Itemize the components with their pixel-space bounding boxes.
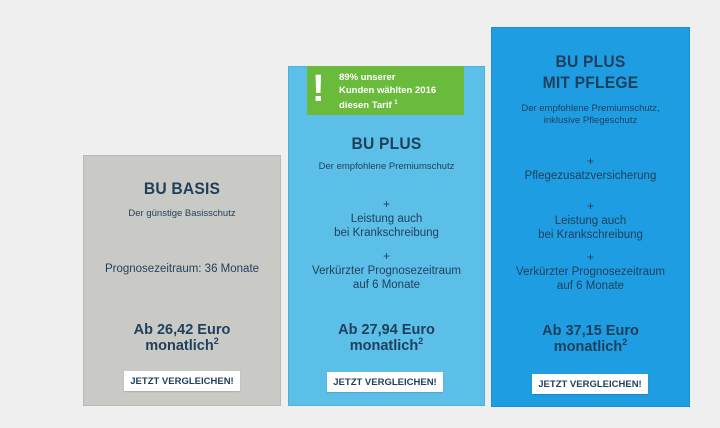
- plan-price: [289, 322, 484, 354]
- feature-line: bei Krankschreibung: [538, 229, 643, 241]
- price-period: [84, 338, 280, 354]
- plan-price: [492, 323, 689, 355]
- plan-card-bu-plus-pflege: [491, 27, 690, 407]
- plan-title: [84, 178, 280, 199]
- compare-button-bu-basis[interactable]: JETZT VERGLEICHEN!: [124, 371, 240, 391]
- plan-feature: [492, 169, 689, 183]
- feature-line: Leistung auch: [350, 213, 423, 225]
- plan-feature: [492, 214, 689, 242]
- price-period-text: monatlich: [145, 338, 214, 354]
- price-period-text: monatlich: [553, 339, 623, 355]
- plan-subtitle: [492, 103, 689, 127]
- plan-price: [84, 322, 280, 354]
- plus-separator: +: [382, 249, 390, 263]
- plan-title: [492, 51, 689, 93]
- exclamation-icon: !: [312, 68, 325, 110]
- compare-button-bu-plus-pflege[interactable]: JETZT VERGLEICHEN!: [532, 374, 648, 394]
- subtitle-line: inklusive Pflegeschutz: [543, 115, 638, 126]
- price-amount: Ab 37,15 Euro: [542, 323, 639, 339]
- price-amount: Ab 27,94 Euro: [338, 322, 435, 338]
- plan-subtitle: Der günstige Basisschutz: [128, 208, 236, 219]
- price-footnote: 2: [622, 337, 628, 348]
- badge-line-text: diesen Tarif: [339, 100, 392, 112]
- price-amount: Ab 26,42 Euro: [133, 322, 231, 338]
- badge-line: 89% unserer: [339, 72, 396, 83]
- plan-title-text: BU PLUS: [351, 134, 422, 153]
- feature-line: Leistung auch: [554, 215, 627, 227]
- plan-card-bu-plus: [288, 66, 485, 406]
- feature-line: Verkürzter Prognosezeitraum: [516, 266, 665, 278]
- recommendation-badge: [307, 66, 464, 115]
- badge-line: Kunden wählten 2016: [339, 85, 437, 96]
- plus-separator: +: [382, 197, 390, 211]
- badge-text: [339, 71, 436, 112]
- price-period-text: monatlich: [349, 338, 419, 354]
- price-footnote: 2: [418, 336, 424, 347]
- plan-card-bu-basis: [83, 155, 281, 406]
- subtitle-line: Der empfohlene Premiumschutz,: [521, 103, 660, 114]
- feature-line: bei Krankschreibung: [334, 227, 439, 239]
- plus-separator: +: [586, 199, 594, 213]
- feature-line: Pflegezusatzversicherung: [524, 170, 657, 182]
- feature-line: auf 6 Monate: [556, 280, 625, 292]
- plan-feature: [289, 264, 484, 292]
- price-period: [492, 339, 689, 355]
- plan-subtitle: Der empfohlene Premiumschutz: [318, 161, 455, 172]
- plan-feature: [492, 265, 689, 293]
- plan-title-line: BU PLUS: [555, 52, 626, 71]
- plan-feature: Prognosezeitraum: 36 Monate: [104, 263, 260, 275]
- feature-line: auf 6 Monate: [352, 279, 421, 291]
- badge-line: [339, 97, 436, 112]
- feature-line: Verkürzter Prognosezeitraum: [312, 265, 461, 277]
- plan-title-line: MIT PFLEGE: [542, 73, 639, 92]
- price-footnote: 2: [213, 336, 219, 347]
- plus-separator: +: [586, 250, 594, 264]
- plan-title-text: BU BASIS: [143, 179, 221, 198]
- plus-separator: +: [586, 154, 594, 168]
- compare-button-bu-plus[interactable]: JETZT VERGLEICHEN!: [327, 372, 443, 392]
- price-period: [289, 338, 484, 354]
- plan-title: [289, 133, 484, 154]
- plan-feature: [289, 212, 484, 240]
- badge-footnote: 1: [394, 100, 398, 106]
